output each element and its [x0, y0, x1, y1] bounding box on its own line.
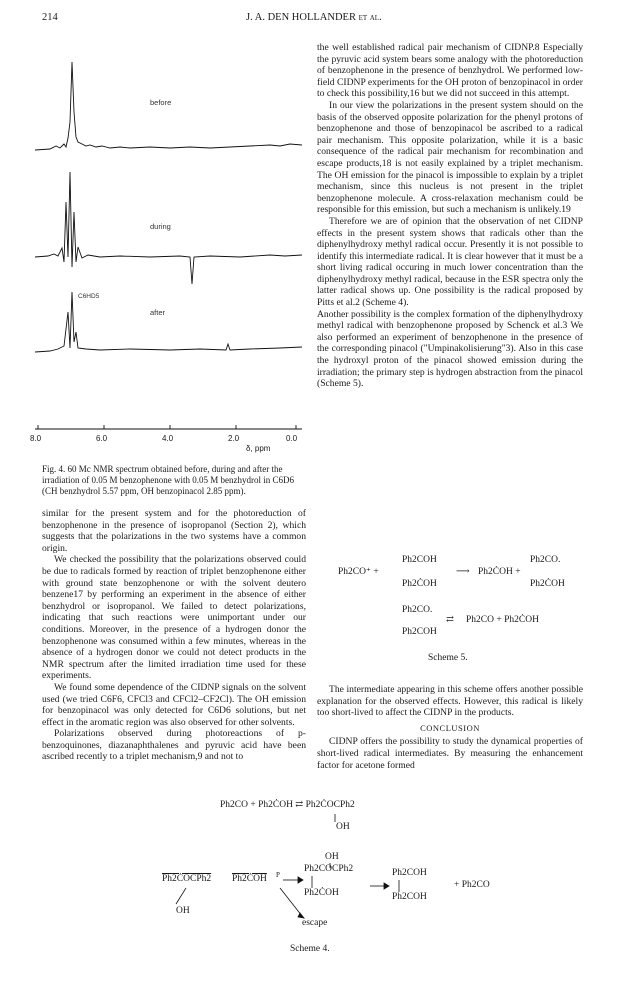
scheme4-superscript: P [276, 871, 280, 879]
scheme4-right-bottom: Ph2COH [392, 892, 427, 902]
scheme4-arrows [0, 800, 624, 940]
scheme5-arrow: ⟶ [456, 567, 470, 577]
scheme5-row2-product: Ph2CO + Ph2ĊOH [466, 615, 539, 625]
scheme4-oh-over: OH [325, 852, 339, 862]
axis-tick: 2.0 [228, 434, 240, 443]
paragraph: Another possibility is the complex formation of the diphenylhydroxy methyl radical with benzophenone proposed by Schenck et al.3 We also performed an experiment of benzophenone in the presence of the corresponding pinacol ("Umpinakolisierung"3). Also in this case the hydroxyl proton of the pinacol showed emission during the irradiation; the primary step is hydrogen abstraction from the pinacol (Scheme 5). [317, 308, 583, 390]
label-peak: C6HD5 [78, 293, 100, 300]
label-before: before [150, 98, 172, 107]
paragraph: We checked the possibility that the polarizations observed could be due to radicals formed by reaction of triplet benzophenone either with ground state benzophenone or with the solvent deutero benzene17 by performing an experiment in the absence of either benzhydrol or isopropanol. We failed to detect polarizations, indicating that such reactions were unimportant under our conditions. Moreover, in the presence of a hydrogen donor the benzophenone was consumed within a few minutes, whereas in the absence of a hydrogen donor we could not detect products in the NMR spectrum after the limited irradiation time used for these experiments. [42, 554, 306, 682]
paragraph: The intermediate appearing in this scheme offers another possible explanation for the observed effects. However, this radical is likely too short-lived to affect the CIDNP in the products. [317, 684, 583, 719]
scheme5-right-top: Ph2CO. [530, 555, 561, 565]
running-title: J. A. DEN HOLLANDER et al. [246, 12, 382, 23]
scheme4-label: Scheme 4. [290, 944, 330, 954]
scheme5-right-bottom: Ph2ĊOH [530, 579, 565, 589]
scheme4-right-top: Ph2COH [392, 868, 427, 878]
scheme4-bracket-left: Ph2ĊOCPh2 [162, 874, 212, 884]
conclusion-heading: CONCLUSION [420, 722, 480, 733]
scheme4-left-oh: OH [176, 906, 190, 916]
figure-caption: Fig. 4. 60 Mc NMR spectrum obtained before, during and after the irradiation of 0.05 M benzophenone with 0.05 M benzhydrol in C6D6 (CH benzhydrol 5.57 ppm, OH benzopinacol 2.85 ppm). [42, 464, 294, 496]
paragraph: In our view the polarizations in the present system should on the basis of the observed opposite polarization for the phenyl protons of benzophenone and those of benzopinacol be ascribed to a radical pair mechanism. This opposite polarization, while it is a basic consequence of the radical pair mechanism for recombination and escape products,18 is not easily explained by a triplet mechanism. The OH emission for the pinacol is impossible to explain by a triplet mechanism, since this nucleus is not present in the triplet benzophenone molecule. A cross-relaxation mechanism could be responsible for this emission, but such a mechanism is unlikely.19 [317, 99, 583, 216]
scheme5-row2-top: Ph2CO. [402, 605, 433, 615]
scheme5-product: Ph2ĊOH + [478, 567, 521, 577]
nmr-spectra-figure [30, 52, 310, 442]
paragraph: Polarizations observed during photoreactions of p-benzoquinones, diazanaphthalenes and pyruvic acid have been ascribed recently to a triplet mechanism,9 and not to [42, 728, 306, 763]
spectrum-after [35, 292, 302, 352]
scheme4-bracket-right: Ph2ĊOH [232, 874, 267, 884]
paragraph: Therefore we are of opinion that the observation of net CIDNP effects in the present system shows that radicals other than the diphenylhydroxy methyl radical occur. Presently it is not possible to identify this intermediate radical. It is clear however that it must be a short living radical occuring in much lower concentration than the diphenylhydroxy methyl radical, because in the ESR spectra only the latter radical shows up. One possibility is the radical proposed by Pitts et al.2 (Scheme 4). [317, 215, 583, 309]
axis-tick: 6.0 [96, 434, 108, 443]
scheme4-right-plus: + Ph2CO [454, 880, 490, 890]
axis-unit: δ, ppm [246, 444, 271, 453]
right-column [317, 42, 583, 390]
scheme5-pinacol-bottom: Ph2ĊOH [402, 579, 437, 589]
axis-tick: 8.0 [30, 434, 42, 443]
scheme4-escape: escape [302, 918, 328, 928]
axis-tick: 0.0 [286, 434, 298, 443]
scheme-5 [320, 555, 586, 665]
scheme-4 [0, 800, 624, 1000]
scheme5-label: Scheme 5. [428, 653, 468, 663]
paragraph: CIDNP offers the possibility to study the dynamical properties of short-lived radical intermediates. By measuring the enhancement factor for acetone formed [317, 736, 583, 771]
right-column-bottom [317, 684, 583, 771]
scheme5-row2-arrow: ⇄ [446, 615, 454, 625]
page-number: 214 [42, 12, 58, 23]
scheme4-top-oh: OH [336, 822, 350, 832]
scheme4-top-line: Ph2CO + Ph2ĊOH ⇄ Ph2ĊOCPh2 [220, 800, 355, 810]
scheme4-mid-top: Ph2COCPh2 [304, 864, 354, 874]
paragraph: the well established radical pair mechanism of CIDNP.8 Especially the pyruvic acid system bears some analogy with the photoreduction of benzophenone in the presence of benzhydrol. We performed low-field CIDNP experiments for the OH proton of benzopinacol in order to check this possibility,16 but we did not succeed in this attempt. [317, 42, 583, 100]
label-during: during [150, 222, 171, 231]
scheme4-mid-bottom: Ph2ĊOH [304, 888, 339, 898]
left-column [42, 508, 306, 763]
scheme5-row2-bottom: Ph2COH [402, 627, 437, 637]
label-after: after [150, 308, 166, 317]
scheme5-pinacol-top: Ph2COH [402, 555, 437, 565]
paragraph: similar for the present system and for the photoreduction of benzophenone in the presence of isopropanol (Section 2), which suggests that the polarizations in the two systems have a common origin. [42, 508, 306, 554]
paragraph: We found some dependence of the CIDNP signals on the solvent used (we tried C6F6, CFCl3 and CFCl2–CF2Cl). The OH emission for benzopinacol was only detected for C6D6 solutions, but net effect in the aromatic region was also observed for other solvents. [42, 681, 306, 728]
axis-tick: 4.0 [162, 434, 174, 443]
scheme5-reactant: Ph2CO⁺ + [338, 567, 379, 577]
